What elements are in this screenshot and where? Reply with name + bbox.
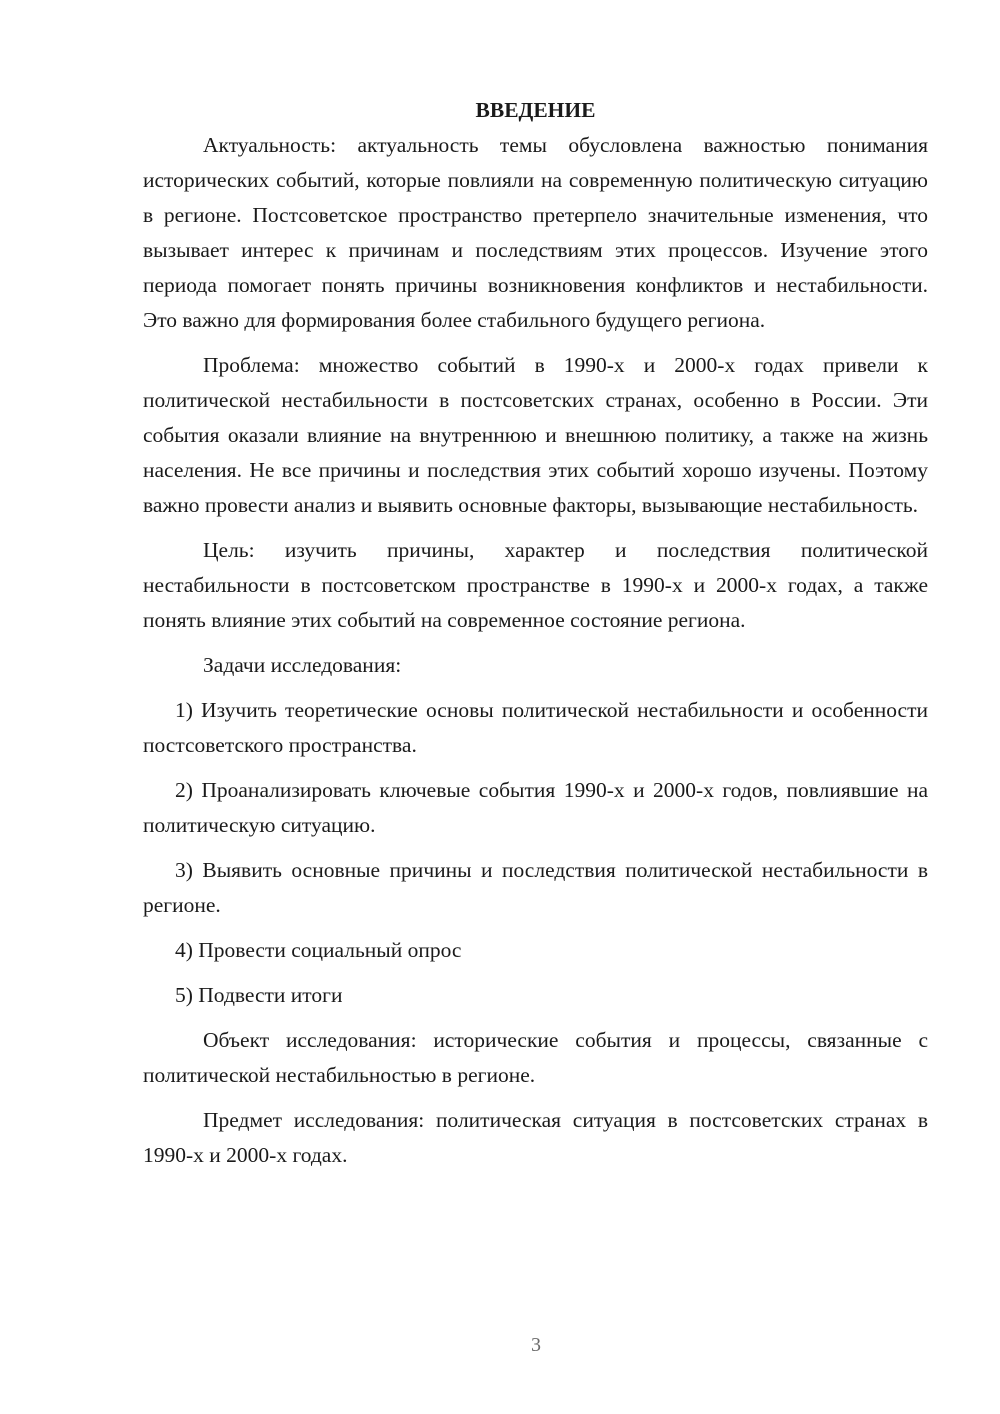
task-item-4: 4) Провести социальный опрос [175, 938, 462, 962]
task-item-5: 5) Подвести итоги [175, 983, 343, 1007]
paragraph-tasks-heading: Задачи исследования: [203, 653, 402, 677]
paragraph-object: Объект исследования: исторические события и процессы, связанные с политической нестабильностью в регионе. [143, 1028, 928, 1087]
paragraph-goal: Цель: изучить причины, характер и последствия политической нестабильности в постсоветском пространстве в 1990-х и 2000-х годах, а также понять влияние этих событий на современное состояние региона. [143, 538, 928, 632]
task-item-1: 1) Изучить теоретические основы политической нестабильности и особенности постсоветского пространства. [143, 698, 928, 757]
paragraph-problem: Проблема: множество событий в 1990-х и 2000-х годах привели к политической нестабильности в постсоветских странах, особенно в России. Эти события оказали влияние на внутреннюю и внешнюю политику, а также на жизнь населения. Не все причины и последствия этих событий хорошо изучены. Поэтому важно провести анализ и выявить основные факторы, вызывающие нестабильность. [143, 353, 928, 517]
task-item-2: 2) Проанализировать ключевые события 1990-х и 2000-х годов, повлиявшие на политическую ситуацию. [143, 778, 928, 837]
paragraph-relevance: Актуальность: актуальность темы обусловлена важностью понимания исторических событий, которые повлияли на современную политическую ситуацию в регионе. Постсоветское пространство претерпело значительные изменения, что вызывает интерес к причинам и последствиям этих процессов. Изучение этого периода помогает понять причины возникновения конфликтов и нестабильности. Это важно для формирования более стабильного будущего региона. [143, 133, 928, 332]
paragraph-subject: Предмет исследования: политическая ситуация в постсоветских странах в 1990-х и 2000-х годах. [143, 1108, 928, 1167]
page-title: ВВЕДЕНИЕ [475, 98, 596, 122]
page-content [143, 93, 928, 1183]
task-item-3: 3) Выявить основные причины и последствия политической нестабильности в регионе. [143, 858, 928, 917]
page-number: 3 [531, 1334, 541, 1356]
